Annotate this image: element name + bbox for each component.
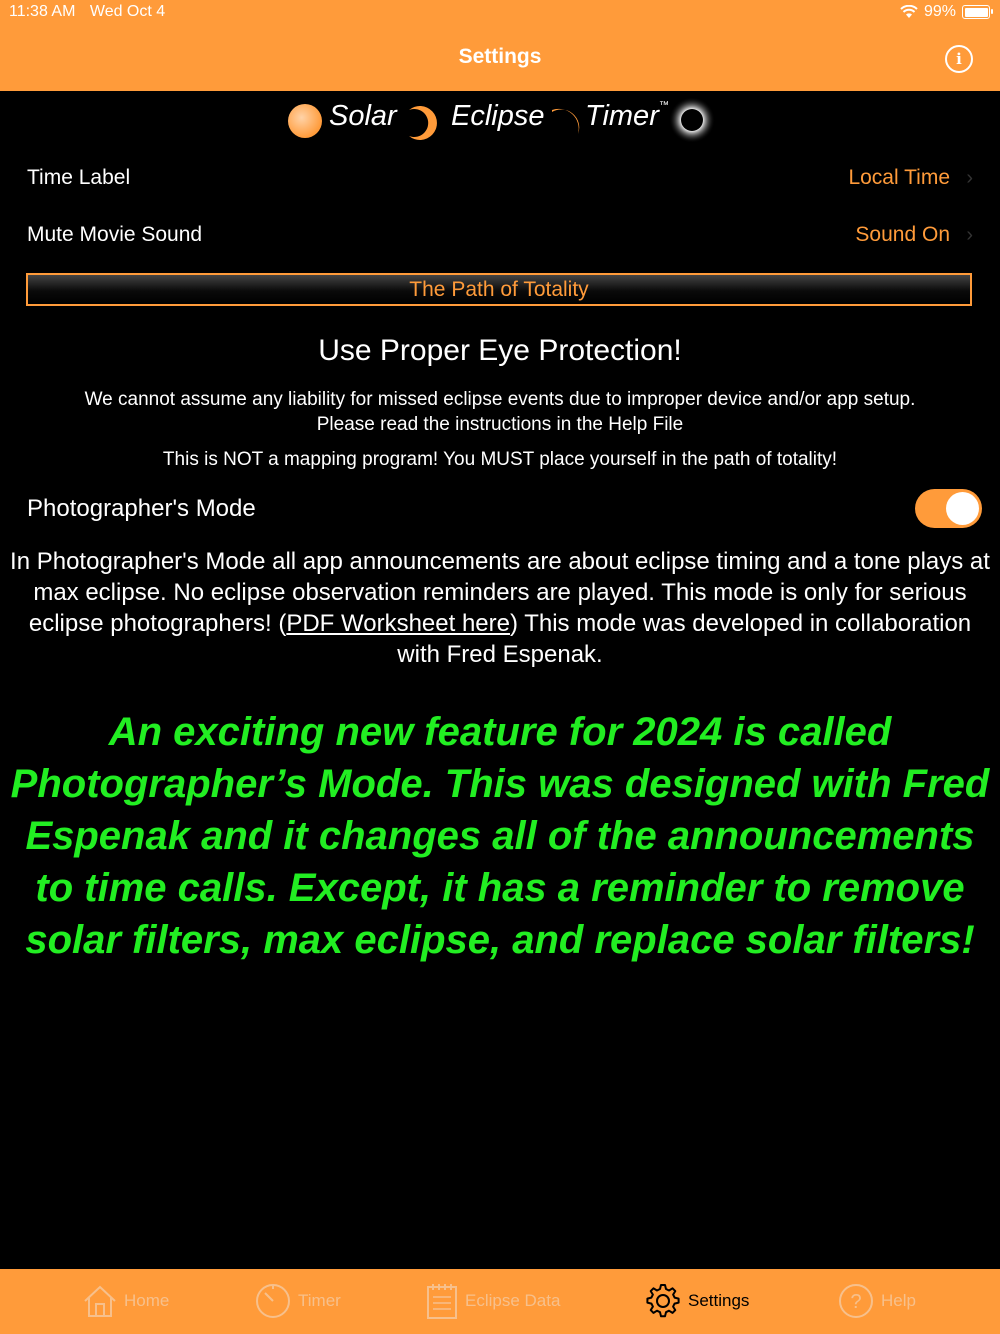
mapping-warning: This is NOT a mapping program! You MUST place yourself in the path of totality! <box>162 449 838 470</box>
time-label-label: Time Label <box>27 166 131 189</box>
tab-help[interactable] <box>837 1283 916 1319</box>
mute-movie-sound-row[interactable] <box>0 215 1000 255</box>
navigation-bar <box>0 0 1000 91</box>
status-date: Wed Oct 4 <box>89 3 166 20</box>
promo-text: An exciting new feature for 2024 is called Photographer’s Mode. This was designed with Fred Espenak and it changes all of the announcements to time calls. Except, it has a reminder to remove solar filters, max eclipse, and replace solar filters! <box>10 710 990 962</box>
toggle-knob <box>946 492 979 525</box>
tab-settings-label: Settings <box>688 1291 750 1310</box>
tab-help-label: Help <box>881 1291 916 1310</box>
tab-eclipse-data-label: Eclipse Data <box>465 1291 561 1310</box>
status-bar-left <box>9 3 165 21</box>
pdf-worksheet-link[interactable]: PDF Worksheet here <box>286 610 510 637</box>
chevron-right-icon: › <box>966 224 973 246</box>
battery-percent: 99% <box>923 3 956 20</box>
home-icon <box>82 1284 118 1318</box>
svg-text:?: ? <box>850 1291 862 1313</box>
photographers-mode-label: Photographer's Mode <box>27 495 256 522</box>
crescent-icon <box>548 106 580 138</box>
page-title: Settings <box>458 45 542 68</box>
status-bar-right <box>900 3 990 21</box>
liability-line: We cannot assume any liability for missed eclipse events due to improper device and/or app setup. <box>84 389 916 410</box>
info-icon[interactable]: i <box>945 45 973 73</box>
status-time: 11:38 AM <box>9 3 76 20</box>
wifi-icon <box>900 5 918 19</box>
path-of-totality-button[interactable]: The Path of Totality <box>26 273 972 306</box>
battery-icon <box>962 5 990 19</box>
logo-word-solar: Solar <box>329 100 397 132</box>
logo-word-eclipse: Eclipse <box>451 100 545 132</box>
help-file-line: Please read the instructions in the Help File <box>316 414 684 435</box>
time-label-row[interactable] <box>0 158 1000 198</box>
logo-word-timer: Timer <box>585 100 659 132</box>
mute-movie-sound-label: Mute Movie Sound <box>27 223 203 246</box>
photographers-mode-description <box>8 546 992 670</box>
description-text: In Photographer's Mode all app announcements are about eclipse timing and a tone plays at max eclipse. No eclipse observation reminders are played. This mode is only for serious eclipse photographers! ( <box>10 548 990 637</box>
gear-icon <box>644 1282 682 1320</box>
description-text-end: ) This mode was developed in collaboration with Fred Espenak. <box>397 610 972 668</box>
tab-eclipse-data[interactable] <box>425 1283 560 1319</box>
photographers-mode-toggle[interactable] <box>915 489 982 528</box>
liability-warning <box>0 387 1000 437</box>
sun-icon <box>286 102 324 140</box>
tab-home-label: Home <box>124 1291 170 1310</box>
trademark: ™ <box>659 100 669 111</box>
mute-movie-sound-value: Sound On <box>855 223 950 246</box>
eye-protection-title: Use Proper Eye Protection! <box>318 334 682 367</box>
partial-eclipse-icon <box>403 104 441 142</box>
app-logo <box>0 96 1000 144</box>
total-eclipse-icon <box>668 96 716 144</box>
tab-bar <box>0 1269 1000 1334</box>
time-label-value: Local Time <box>848 166 950 189</box>
tab-settings[interactable] <box>644 1283 749 1319</box>
tab-home[interactable] <box>82 1283 169 1319</box>
help-icon <box>837 1282 875 1320</box>
timer-icon <box>254 1282 292 1320</box>
tab-timer-label: Timer <box>298 1291 341 1310</box>
notepad-icon <box>425 1282 459 1320</box>
chevron-right-icon: › <box>966 167 973 189</box>
tab-timer[interactable] <box>254 1283 341 1319</box>
